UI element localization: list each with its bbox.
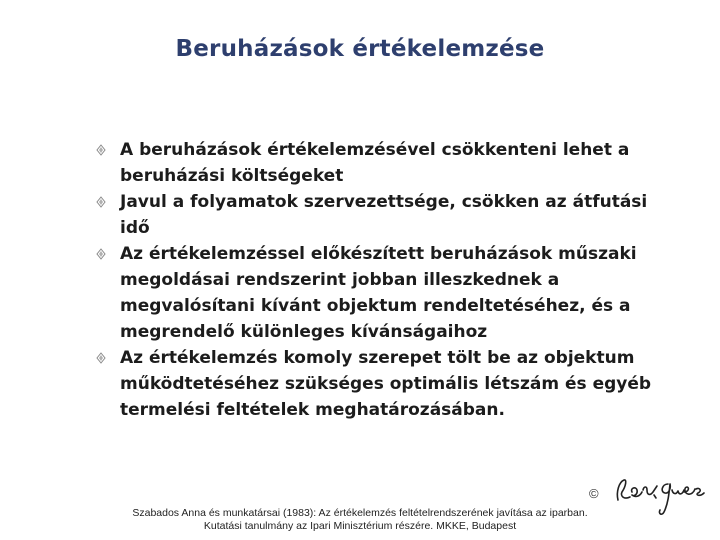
signature-icon <box>610 462 710 524</box>
bullet-text: Javul a folyamatok szervezettsége, csökken az átfutási idő <box>120 192 648 238</box>
bullet-text: Az értékelemzés komoly szerepet tölt be az objektum működtetéséhez szükséges optimális létszám és egyéb termelési feltételek meghatározásában. <box>120 348 652 420</box>
bullet-item <box>96 137 666 189</box>
diamond-bullet-icon <box>96 196 106 208</box>
bullet-text: A beruházások értékelemzésével csökkenteni lehet a beruházási költségeket <box>120 140 630 186</box>
bullet-item <box>96 241 666 345</box>
bullet-item <box>96 189 666 241</box>
bullet-list <box>96 137 666 423</box>
citation <box>100 507 620 533</box>
diamond-bullet-icon <box>96 144 106 156</box>
diamond-bullet-icon <box>96 352 106 364</box>
slide-title: Beruházások értékelemzése <box>175 36 545 62</box>
bullet-item <box>96 345 666 423</box>
copyright-symbol: © <box>589 486 599 501</box>
bullet-text: Az értékelemzéssel előkészített beruházások műszaki megoldásai rendszerint jobban illeszkednek a megvalósítani kívánt objektum rendeltetéséhez, és a megrendelő különleges kívánságaihoz <box>120 244 637 342</box>
diamond-bullet-icon <box>96 248 106 260</box>
citation-line: Kutatási tanulmány az Ipari Minisztérium részére. MKKE, Budapest <box>203 520 517 532</box>
citation-line: Szabados Anna és munkatársai (1983): Az értékelemzés feltételrendszerének javítása az iparban. <box>132 507 588 519</box>
